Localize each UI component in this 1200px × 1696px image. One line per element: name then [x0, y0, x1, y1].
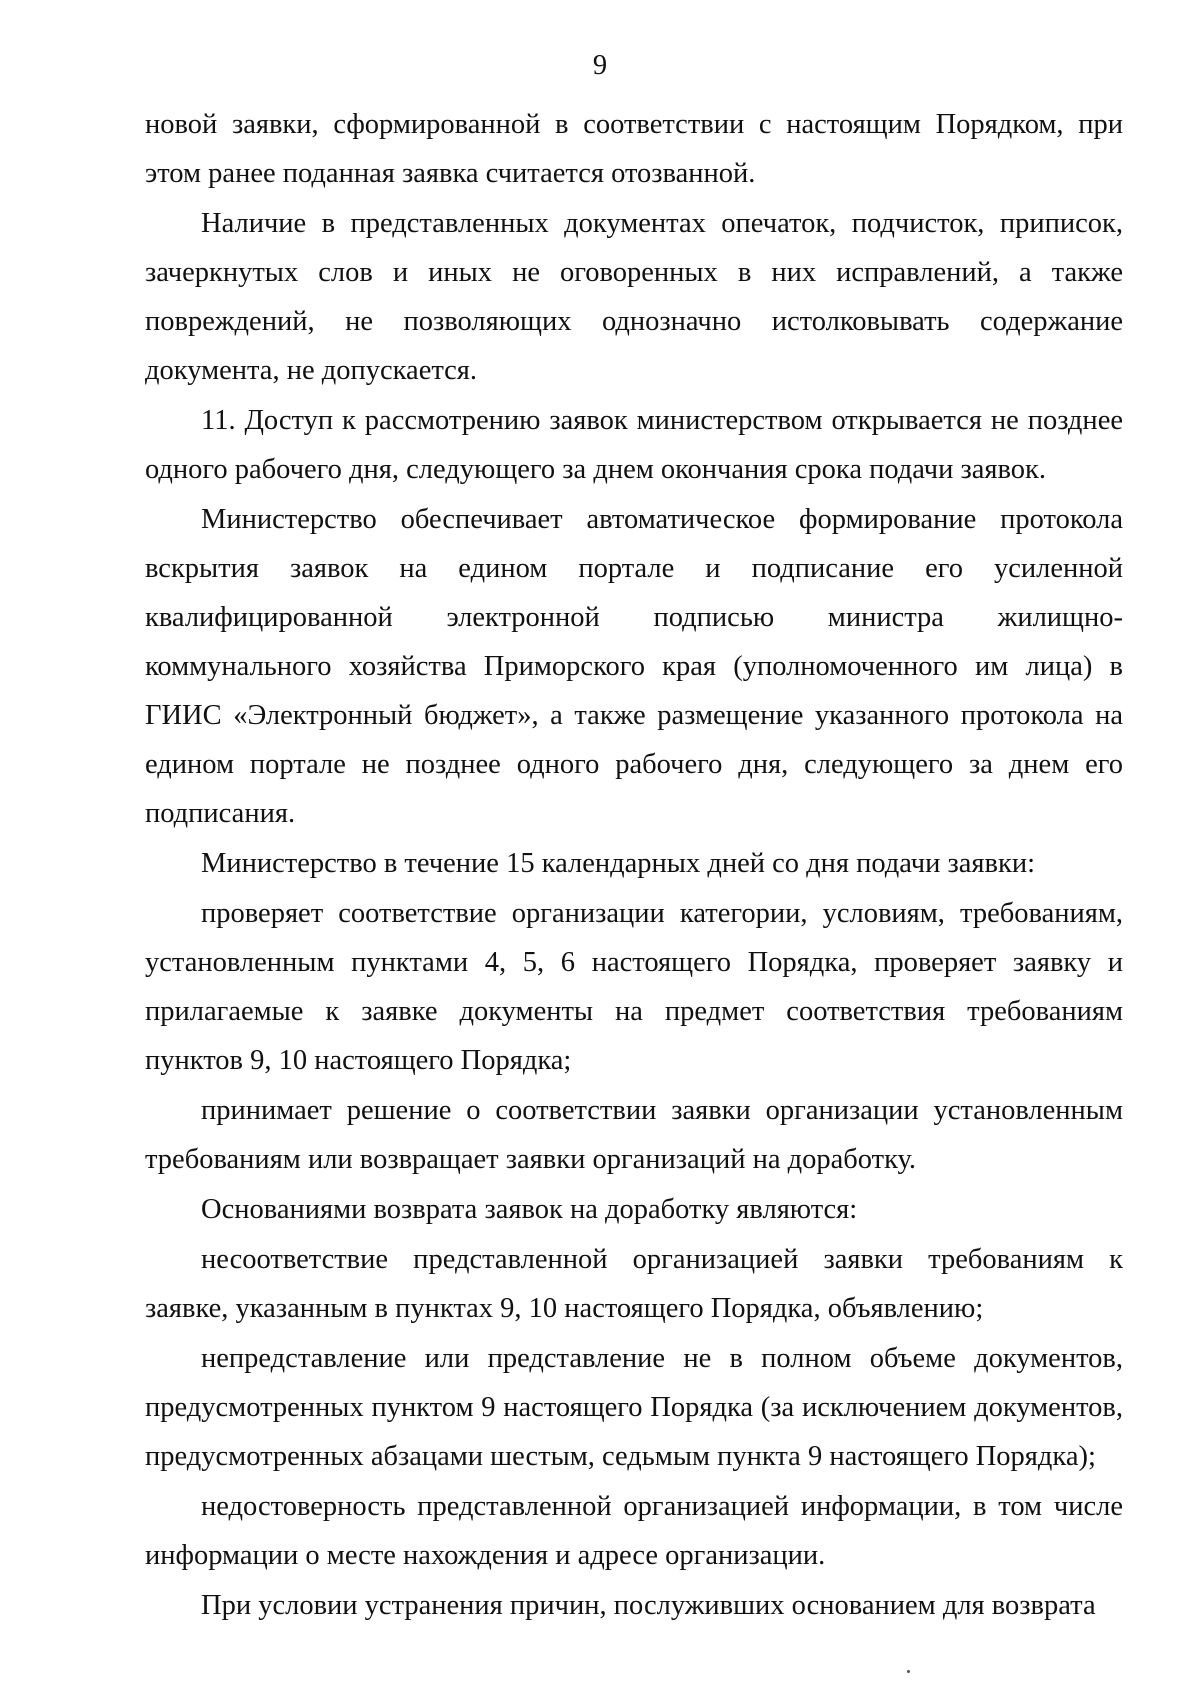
scan-speck: [907, 1670, 910, 1673]
document-body: [145, 100, 1123, 1631]
paragraph-return-grounds-heading: Основаниями возврата заявок на доработку являются:: [201, 1194, 858, 1225]
paragraph-checks-compliance: проверяет соответствие организации категории, условиям, требованиям, установленным пунктами 4, 5, 6 настоящего Порядка, проверяет заявку и прилагаемые к заявке документы на предмет соответствия требованиям пунктов 9, 10 настоящего Порядка;: [145, 898, 1123, 1076]
paragraph-clause-11: 11. Доступ к рассмотрению заявок министерством открывается не позднее одного рабочего дня, следующего за днем окончания срока подачи заявок.: [145, 405, 1123, 485]
paragraph-corrections-not-allowed: Наличие в представленных документах опечаток, подчисток, приписок, зачеркнутых слов и иных не оговоренных в них исправлений, а также повреждений, не позволяющих однозначно истолковывать содержание документа, не допускается.: [145, 208, 1123, 386]
paragraph-ground-unreliable-info: недостоверность представленной организацией информации, в том числе информации о месте нахождения и адресе организации.: [145, 1491, 1123, 1571]
paragraph-ground-missing-documents: непредставление или представление не в полном объеме документов, предусмотренных пунктом 9 настоящего Порядка (за исключением документов, предусмотренных абзацами шестым, седьмым пункта 9 настоящего Порядка);: [145, 1343, 1123, 1472]
paragraph-makes-decision: принимает решение о соответствии заявки организации установленным требованиям или возвращает заявки организаций на доработку.: [145, 1095, 1123, 1175]
paragraph-review-period: Министерство в течение 15 календарных дней со дня подачи заявки:: [201, 848, 1036, 879]
paragraph-opening-protocol: Министерство обеспечивает автоматическое формирование протокола вскрытия заявок на едином портале и подписание его усиленной квалифицированной электронной подписью министра жилищно-коммунального хозяйства Приморского края (уполномоченного им лица) в ГИИС «Электронный бюджет», а также размещение указанного протокола на едином портале не позднее одного рабочего дня, следующего за днем его подписания.: [145, 504, 1123, 829]
paragraph-continuation: новой заявки, сформированной в соответствии с настоящим Порядком, при этом ранее поданная заявка считается отозванной.: [145, 109, 1123, 189]
page-number: 9: [592, 50, 608, 81]
paragraph-resubmission-condition: При условии устранения причин, послуживших основанием для возврата: [201, 1590, 1096, 1621]
paragraph-ground-nonconformity: несоответствие представленной организацией заявки требованиям к заявке, указанным в пунктах 9, 10 настоящего Порядка, объявлению;: [145, 1244, 1123, 1324]
